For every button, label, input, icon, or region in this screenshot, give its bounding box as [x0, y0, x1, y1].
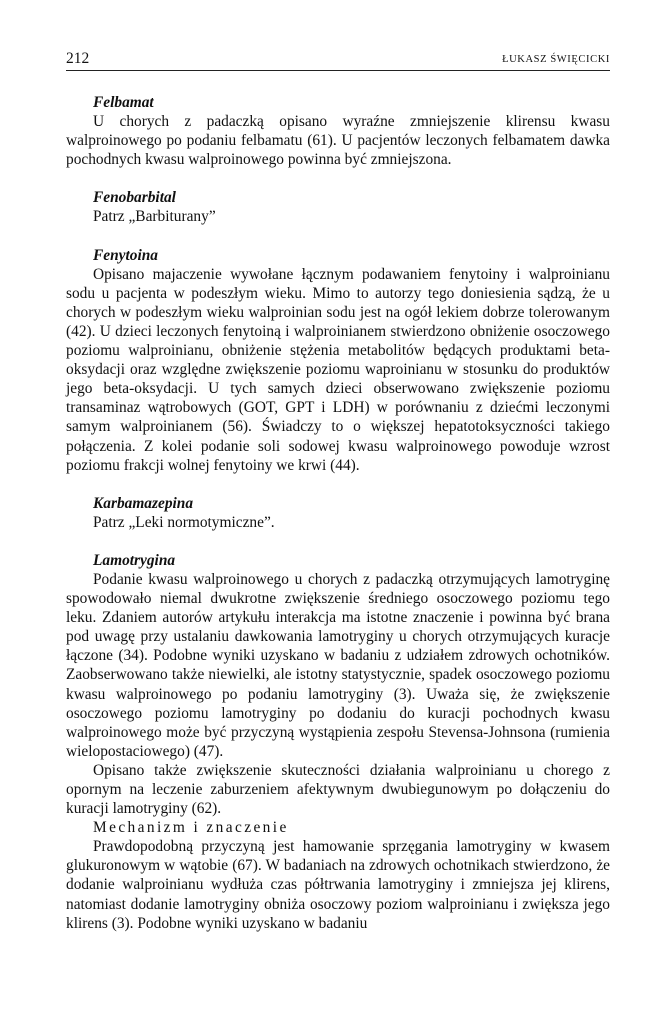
- section-title: Fenytoina: [93, 246, 158, 264]
- paragraph: Patrz „Barbiturany”: [93, 208, 216, 226]
- page-number: 212: [66, 50, 90, 67]
- paragraph: U chorych z padaczką opisano wyraźne zmniejszenie klirensu kwasu walproinowego po podaniu felbamatu (61). U pacjentów leczonych felbamatem dawka pochodnych kwasu walproinowego powinna być zmniejszona.: [66, 113, 610, 169]
- running-head: ŁUKASZ ŚWIĘCICKI: [502, 54, 610, 65]
- section-fenytoina: [66, 246, 610, 475]
- page-header: [66, 46, 610, 71]
- paragraph: Patrz „Leki normotymiczne”.: [93, 513, 275, 531]
- section-fenobarbital: [66, 188, 610, 226]
- section-title: Felbamat: [93, 94, 154, 111]
- paragraph: Prawdopodobną przyczyną jest hamowanie sprzęgania lamotryginy w kwasem glukuronowym w wątobie (67). W badaniach na zdrowych ochotnikach stwierdzono, że dodanie walproinianu wydłuża czas półtrwania lamotryginy i zmniejsza jej klirens, natomiast dodanie lamotryginy obniża osoczowy poziom walproinianu i zwiększa jego klirens (3). Podobne wyniki uzyskano w badaniu: [66, 838, 610, 932]
- section-karbamazepina: [66, 494, 610, 532]
- section-felbamat: [66, 93, 610, 169]
- paragraph: Opisano majaczenie wywołane łącznym podawaniem fenytoiny i walproinianu sodu u pacjenta w podeszłym wieku. Mimo to autorzy tego doniesienia sądzą, że u chorych w podeszłym wieku walproinian sodu jest na ogół lekiem dobrze tolerowanym (42). U dzieci leczonych fenytoiną i walproinianem stwierdzono obniżenie osoczowego poziomu walproinianu, obniżenie stężenia metabolitów będących produktami beta-oksydacji oraz względne zwiększenie poziomu waproinianu w stosunku do produktów jego beta-oksydacji. U tych samych dzieci obserwowano zwiększenie poziomu transaminaz wątrobowych (GOT, GPT i LDH) w porównaniu z dziećmi leczonymi samym walproinianem (56). Świadczy to o większej hepatotoksyczności takiego połączenia. Z kolei podanie soli sodowej kwasu walproinowego powoduje wzrost poziomu frakcji wolnej fenytoiny we krwi (44).: [66, 265, 610, 474]
- page-body: [66, 93, 610, 933]
- book-page: [66, 46, 610, 933]
- section-lamotrygina: [66, 551, 610, 933]
- section-title: Karbamazepina: [93, 494, 194, 512]
- paragraph: Opisano także zwiększenie skuteczności działania walproinianu u chorego z opornym na leczenie zaburzeniem afektywnym dwubiegunowym po dołączeniu do kuracji lamotryginy (62).: [66, 761, 610, 818]
- section-title: Fenobarbital: [93, 189, 176, 207]
- paragraph: Podanie kwasu walproinowego u chorych z padaczką otrzymujących lamotryginę spowodowało niemal dwukrotne zwiększenie średniego osoczowego poziomu tego leku. Zdaniem autorów artykułu interakcja ma istotne znaczenie i powinna być brana pod uwagę przy ustalaniu dawkowania lamotryginy u chorych otrzymujących kuracje łączone (34). Podobne wyniki uzyskano w badaniu z udziałem zdrowych ochotników. Zaobserwowano także niewielki, ale istotny statystycznie, spadek osoczowego poziomu kwasu walproinowego po podaniu lamotryginy (3). Uważa się, że zwiększenie osoczowego poziomu lamotryginy po dodaniu do kuracji pochodnych kwasu walproinowego może być przyczyną wystąpienia zespołu Stevensa-Johnsona (rumienia wielopostaciowego) (47).: [66, 570, 610, 760]
- section-title: Lamotrygina: [93, 551, 176, 569]
- subheading-mechanism: Mechanizm i znaczenie: [93, 819, 289, 837]
